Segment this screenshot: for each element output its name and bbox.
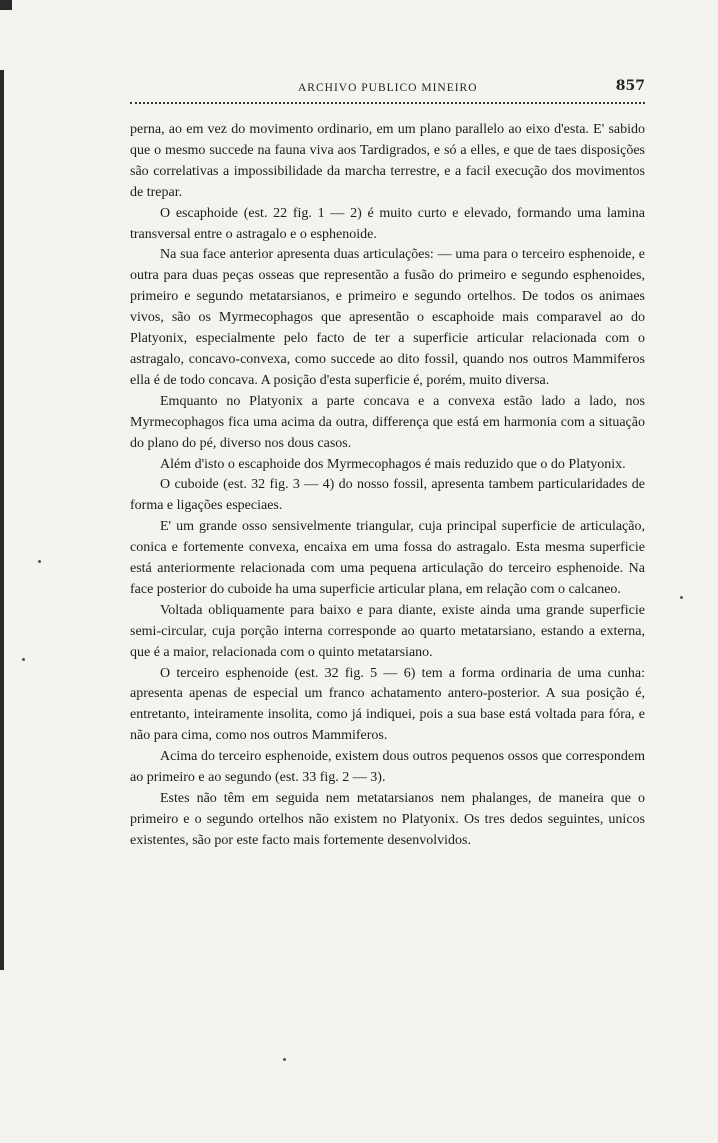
- paragraph: Estes não têm em seguida nem metatarsianos nem phalanges, de maneira que o primeiro e o segundo ortelhos não existem no Platyonix. Os tres dedos seguintes, unicos existentes, são por este facto mais fortemente desenvolvidos.: [130, 791, 645, 848]
- paragraph: Acima do terceiro esphenoide, existem dous outros pequenos ossos que correspondem ao primeiro e ao segundo (est. 33 fig. 2 — 3).: [130, 749, 645, 786]
- running-head: ARCHIVO PUBLICO MINEIRO: [298, 82, 478, 94]
- print-speck: [38, 560, 41, 563]
- paragraph: O escaphoide (est. 22 fig. 1 — 2) é muito curto e elevado, formando uma lamina transversal entre o astragalo e o esphenoide.: [130, 205, 645, 242]
- page-edge-line: [0, 70, 4, 970]
- book-page: [130, 0, 645, 1143]
- page-number: 857: [615, 78, 645, 94]
- paragraph: O terceiro esphenoide (est. 32 fig. 5 — 6) tem a forma ordinaria de uma cunha: apresenta apenas de especial um franco achatamento antero-posterior. A sua posição é, entretanto, inteiramente insolita, como já indiquei, pois a sua base está voltada para fóra, e não para cima, como nos outros Mammiferos.: [130, 665, 645, 744]
- print-speck: [283, 1058, 286, 1061]
- page-header: [130, 78, 645, 104]
- paragraph: E' um grande osso sensivelmente triangular, cuja principal superficie de articulação, conica e fortemente convexa, encaixa em uma fossa do astragalo. Esta mesma superficie está anteriormente relacionada com uma pequena articulação do terceiro esphenoide. Na face posterior do cuboide ha uma superficie articular plana, em relação com o calcaneo.: [130, 519, 645, 597]
- paragraph: Emquanto no Platyonix a parte concava e a convexa estão lado a lado, nos Myrmecophagos fica uma acima da outra, differença que está em harmonia com a situação do plano do pé, diverso nos dous casos.: [130, 393, 645, 451]
- page-edge-mark: [0, 0, 12, 10]
- body-text: [130, 120, 645, 852]
- paragraph: Além d'isto o escaphoide dos Myrmecophagos é mais reduzido que o do Platyonix.: [160, 456, 626, 472]
- print-speck: [680, 596, 683, 599]
- paragraph: Voltada obliquamente para baixo e para diante, existe ainda uma grande superficie semi-circular, cuja porção interna corresponde ao quarto metatarsiano, estando a externa, que é a maior, relacionada com o quinto metatarsiano.: [130, 602, 645, 660]
- paragraph: perna, ao em vez do movimento ordinario, em um plano parallelo ao eixo d'esta. E' sabido que o mesmo succede na fauna viva aos Tardigrados, e só a elles, e que de taes disposições são correlativas a impossibilidade da marcha terrestre, e a facil execução dos movimentos de trepar.: [130, 122, 645, 200]
- print-speck: [22, 658, 25, 661]
- paragraph: Na sua face anterior apresenta duas articulações: — uma para o terceiro esphenoide, e outra para duas peças osseas que representão a fusão do primeiro e segundo esphenoides, primeiro e segundo metatarsianos, e primeiro e segundo ortelhos. De todos os animaes vivos, são os Myrmecophagos que apresentão o escaphoide mais comparavel ao do Platyonix, especialmente pelo facto de ter a superficie articular relacionada com o astragalo, concavo-convexa, como succede ao dito fossil, quando nos outros Mammiferos ella é de todo concava. A posição d'esta superficie é, porém, muito diversa.: [130, 247, 645, 388]
- paragraph: O cuboide (est. 32 fig. 3 — 4) do nosso fossil, apresenta tambem particularidades de forma e ligações especiaes.: [130, 477, 645, 514]
